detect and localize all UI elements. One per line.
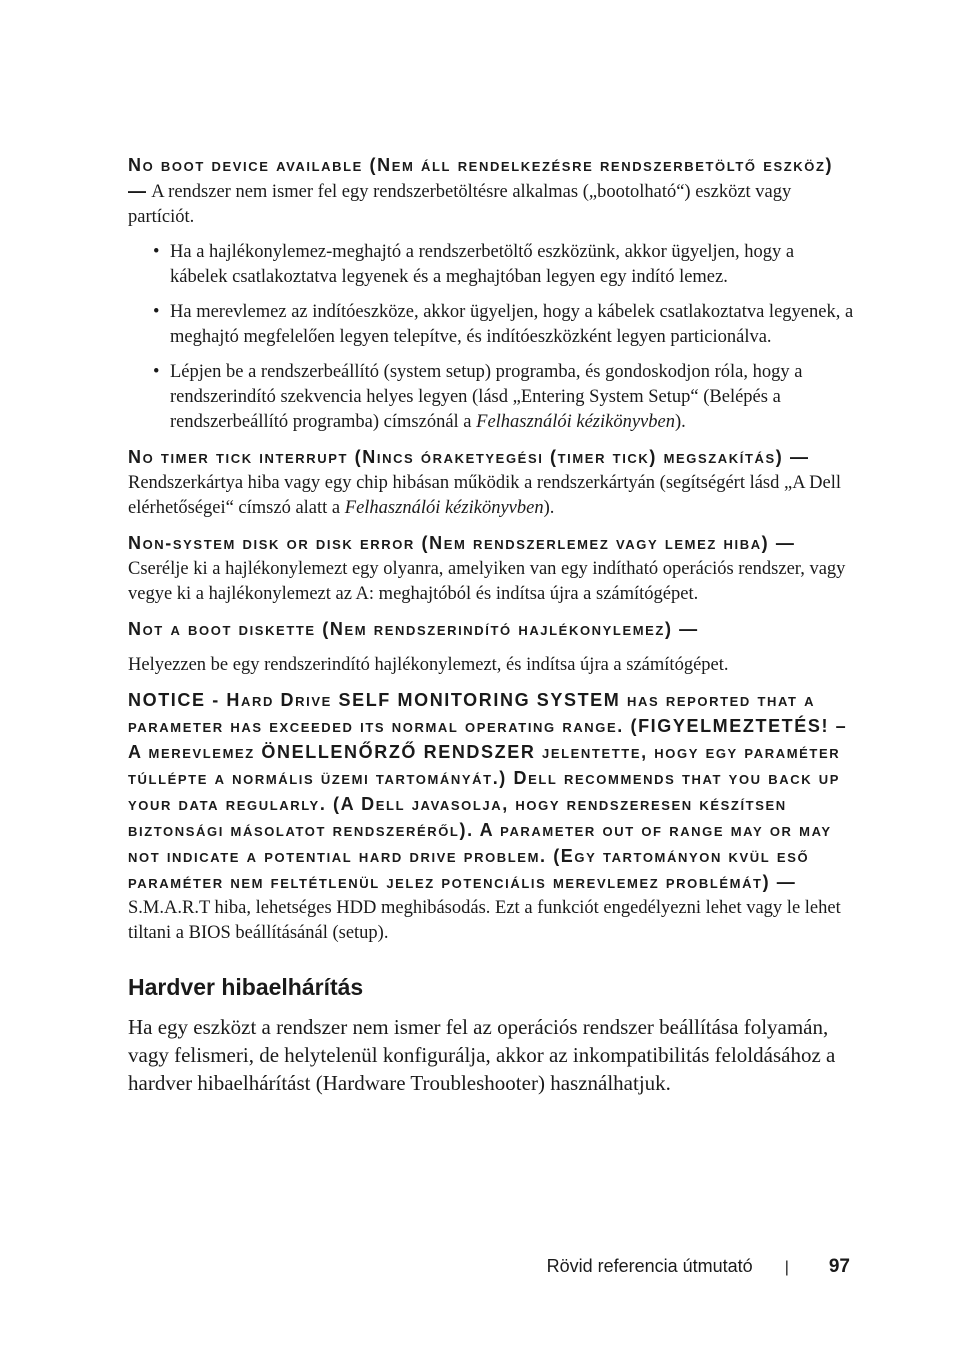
list-item xyxy=(128,360,854,435)
error-entry-no-boot-device xyxy=(128,153,854,230)
error-term: Non-system disk or disk error (Nem rendszerlemez vagy lemez hiba) — xyxy=(128,533,796,553)
footer-title: Rövid referencia útmutató xyxy=(546,1256,753,1276)
page-content xyxy=(128,153,854,1097)
error-term: No timer tick interrupt (Nincs óraketyegési (timer tick) megszakítás) — xyxy=(128,447,810,467)
list-item xyxy=(128,240,854,290)
error-description: Cserélje ki a hajlékonylemezt egy olyanra, amelyiken van egy indítható operációs rendszer, vagy vegye ki a hajlékonylemezt az A: meghajtóból és indítsa újra a számítógépet. xyxy=(128,559,846,604)
error-description-tail: ). xyxy=(543,498,555,518)
bullet-icon: • xyxy=(153,242,160,262)
error-term: Not a boot diskette (Nem rendszerindító hajlékonylemez) — xyxy=(128,619,699,639)
list-item-tail: ). xyxy=(674,412,686,432)
list-item-text: Lépjen be a rendszerbeállító (system setup) programba, és gondoskodjon róla, hogy a rendszerindító szekvencia helyes legyen (lásd „Entering System Setup“ (Belépés a rendszerbeállító programba) címszónál a xyxy=(170,362,803,432)
error-description: S.M.A.R.T hiba, lehetséges HDD meghibásodás. Ezt a funkciót engedélyezni lehet vagy le lehet tiltani a BIOS beállításánál (setup). xyxy=(128,898,841,943)
section-body: Ha egy eszközt a rendszer nem ismer fel az operációs rendszer beállítása folyamán, vagy felismeri, de helytelenül konfigurálja, akkor az inkompatibilitás feloldásához a hardver hibaelhárítást (Hardware Troubleshooter) használhatjuk. xyxy=(128,1015,836,1095)
error-description: Helyezzen be egy rendszerindító hajlékonylemezt, és indítsa újra a számítógépet. xyxy=(128,655,729,675)
error-entry-no-timer-tick xyxy=(128,445,854,521)
error-description: A rendszer nem ismer fel egy rendszerbetöltésre alkalmas („bootolható“) eszközt vagy partíciót. xyxy=(128,182,792,227)
error-entry-smart-notice xyxy=(128,688,854,946)
manual-reference: Felhasználói kézikönyvben xyxy=(344,498,544,518)
error-term: No boot device available (Nem áll rendelkezésre rendszerbetöltő eszköz) — xyxy=(128,155,834,201)
list-item-text: Ha a hajlékonylemez-meghajtó a rendszerbetöltő eszközünk, akkor ügyeljen, hogy a kábelek csatlakoztatva legyenek és a meghajtóban legyen egy indító lemez. xyxy=(170,242,795,287)
manual-reference: Felhasználói kézikönyvben xyxy=(476,412,675,432)
error-description: Rendszerkártya hiba vagy egy chip hibásan működik a rendszerkártyán (segítségért lásd „A Dell elérhetőségei“ címszó alatt a xyxy=(128,473,842,518)
page-footer xyxy=(547,1256,850,1278)
section-heading: Hardver hibaelhárítás xyxy=(128,974,364,1000)
list-item xyxy=(128,300,854,350)
error-entry-not-boot-diskette xyxy=(128,617,854,643)
bullet-icon: • xyxy=(153,362,160,382)
error-term: NOTICE - Hard Drive SELF MONITORING SYSTEM has reported that a parameter has exceeded its normal operating range. (FIGYELMEZTETÉS! – A merevlemez ÖNELLENŐRZŐ RENDSZER jelentette, hogy egy paraméter túllépte a normális üzemi tartományát.) Dell recommends that you back up your data regularly. (A Dell javasolja, hogy rendszeresen készítsen biztonsági másolatot rendszeréről). A parameter out of range may or may not indicate a potential hard drive problem. (Egy tartományon kvül eső paraméter nem feltétlenül jelez potenciális merevlemez problémát) — xyxy=(128,690,848,892)
page-number: 97 xyxy=(828,1256,850,1277)
footer-separator: | xyxy=(784,1259,789,1276)
bullet-list xyxy=(128,240,854,435)
list-item-text: Ha merevlemez az indítóeszköze, akkor ügyeljen, hogy a kábelek csatlakoztatva legyenek, a meghajtó megfelelően legyen telepítve, és indítóeszközként legyen particionálva. xyxy=(170,302,854,347)
error-entry-non-system-disk xyxy=(128,531,854,607)
bullet-icon: • xyxy=(153,302,160,322)
